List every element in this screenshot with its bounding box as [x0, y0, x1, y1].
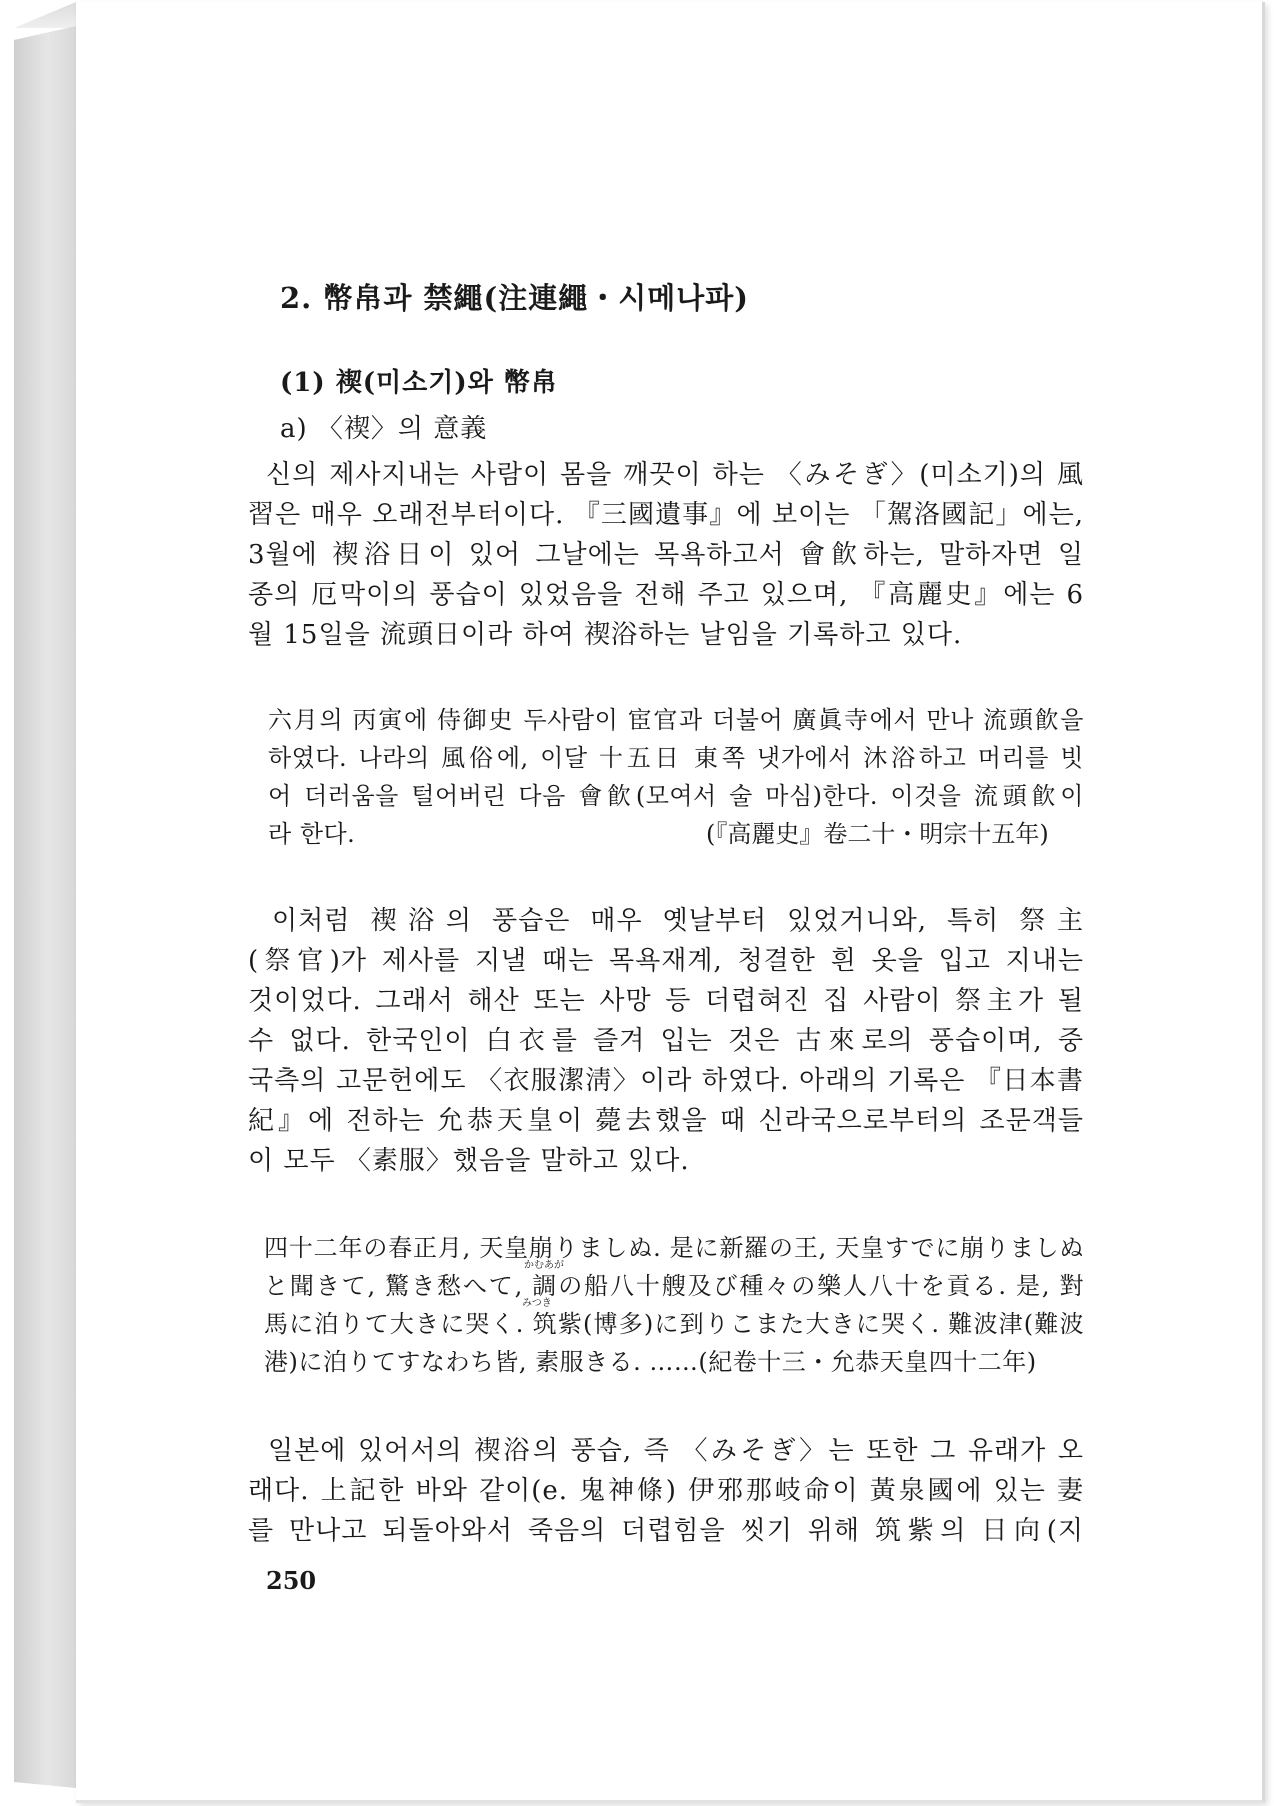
quote1-citation: (『高麗史』卷二十・明宗十五年) [706, 820, 1049, 848]
paragraph3-line: 를 만나고 되돌아와서 죽음의 더렵힘을 씻기 위해 筑紫의 日向(지 [248, 1516, 1084, 1546]
paragraph2-line: 紀』에 전하는 允恭天皇이 薨去했을 때 신라국으로부터의 조문객들 [248, 1106, 1084, 1136]
section-title: 2. 幣帛과 禁繩(注連繩・시메나파) [280, 281, 749, 315]
paragraph1-line: 종의 厄막이의 풍습이 있었음을 전해 주고 있으며, 『高麗史』에는 6 [248, 580, 1084, 610]
quote1-line: 하였다. 나라의 風俗에, 이달 十五日 東쪽 냇가에서 沐浴하고 머리를 빗 [268, 744, 1084, 772]
quote2-ruby: みつき [522, 1298, 552, 1309]
paragraph2-line: 수 없다. 한국인이 白衣를 즐겨 입는 것은 古來로의 풍습이며, 중 [248, 1026, 1084, 1056]
quote1-line: 라 한다. [268, 820, 356, 848]
paragraph2-line: 이처럼 禊浴의 풍습은 매우 옛날부터 있었거니와, 특히 祭主 [272, 906, 1084, 936]
quote2-line: 馬に泊りて大きに哭く. 筑紫(博多)に到りこまた大きに哭く. 難波津(難波 [264, 1310, 1084, 1338]
paragraph2-line: (祭官)가 제사를 지낼 때는 목욕재계, 청결한 흰 옷을 입고 지내는 [248, 946, 1084, 976]
paragraph1-line: 習은 매우 오래전부터이다. 『三國遺事』에 보이는 「駕洛國記」에는, [248, 500, 1084, 530]
quote1-line: 六月의 丙寅에 侍御史 두사람이 宦官과 더불어 廣眞寺에서 만나 流頭飮을 [268, 706, 1084, 734]
book-spine-edge [14, 26, 76, 1788]
quote2-ruby: かむあが [524, 1260, 564, 1271]
paragraph3-line: 일본에 있어서의 禊浴의 풍습, 즉 〈みそぎ〉는 또한 그 유래가 오 [268, 1436, 1084, 1466]
page-number: 250 [266, 1566, 317, 1595]
paragraph1-line: 신의 제사지내는 사람이 몸을 깨끗이 하는 〈みそぎ〉(미소기)의 風 [266, 460, 1084, 490]
paragraph1-line: 월 15일을 流頭日이라 하여 禊浴하는 날임을 기록하고 있다. [248, 620, 963, 650]
paragraph3-line: 래다. 上記한 바와 같이(e. 鬼神條) 伊邪那岐命이 黃泉國에 있는 妻 [248, 1476, 1084, 1506]
subheading: a) 〈禊〉의 意義 [280, 414, 488, 444]
paragraph2-line: 국측의 고문헌에도 〈衣服潔淸〉이라 하였다. 아래의 기록은 『日本書 [248, 1066, 1084, 1096]
quote1-line: 어 더러움을 털어버린 다음 會飮(모여서 술 마심)한다. 이것을 流頭飮이 [268, 782, 1084, 810]
paragraph2-line: 것이었다. 그래서 해산 또는 사망 등 더렵혀진 집 사람이 祭主가 될 [248, 986, 1084, 1016]
paragraph2-line: 이 모두 〈素服〉했음을 말하고 있다. [248, 1146, 690, 1176]
quote2-line: と聞きて, 驚き愁へて, 調の船八十艘及び種々の樂人八十を貢る. 是, 對 [264, 1272, 1084, 1300]
quote2-line: 港)に泊りてすなわち皆, 素服きる. ……(紀卷十三・允恭天皇四十二年) [264, 1348, 1037, 1376]
paragraph1-line: 3월에 禊浴日이 있어 그날에는 목욕하고서 會飮하는, 말하자면 일 [248, 540, 1084, 570]
subsection-title: (1) 禊(미소기)와 幣帛 [280, 368, 558, 398]
quote2-line: 四十二年の春正月, 天皇崩りましぬ. 是に新羅の王, 天皇すでに崩りましぬ [264, 1234, 1084, 1262]
